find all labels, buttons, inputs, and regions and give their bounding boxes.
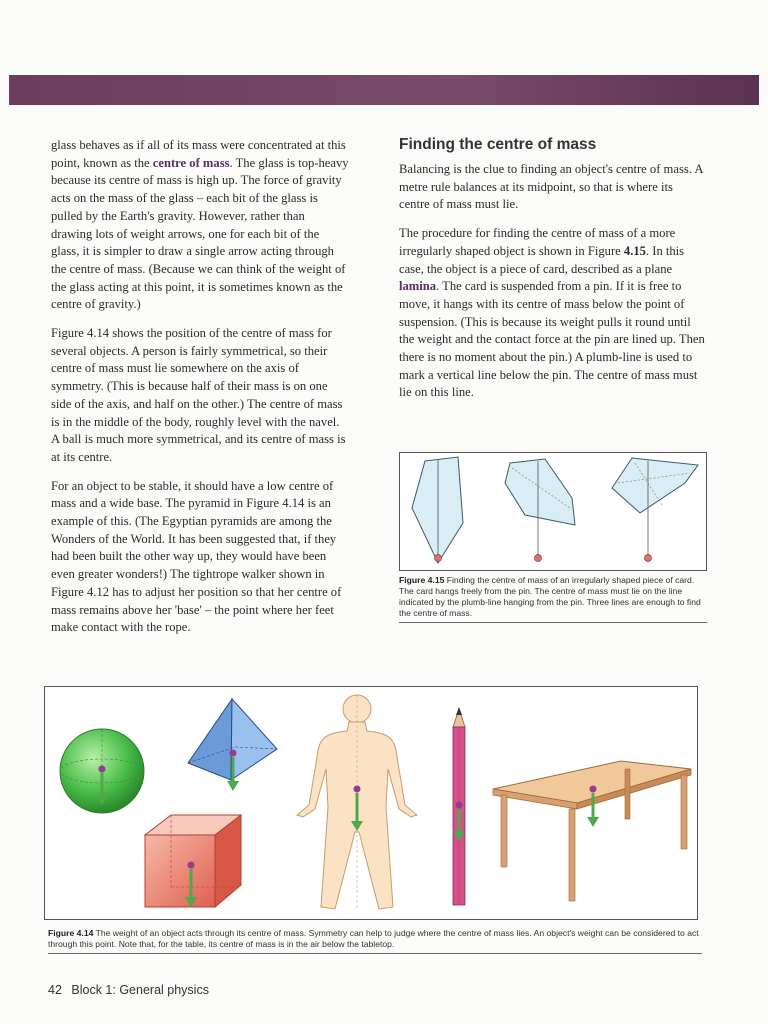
page-banner [9, 75, 759, 105]
card-2 [505, 459, 575, 562]
left-paragraph-1 [51, 137, 349, 314]
figure-4-15-caption [399, 575, 707, 623]
human-figure-illustration [297, 695, 417, 909]
pencil-illustration [453, 707, 465, 905]
sphere-illustration [60, 729, 144, 813]
text-run: The procedure for finding the centre of mass of a more irregularly shaped object is shown in Figure [399, 226, 676, 258]
table-illustration [493, 761, 691, 901]
key-term-lamina: lamina [399, 279, 437, 294]
caption-text: Finding the centre of mass of an irregularly shaped piece of card. The card hangs freely from the pin. The centre of mass must lie on the line indicated by the plumb-line hanging from the pin. Three lines are enough to find the centre of mass. [399, 575, 701, 618]
cube-illustration [145, 815, 241, 907]
page-footer [48, 983, 209, 997]
figure-4-14-illustration [44, 686, 698, 920]
page-number: 42 [48, 983, 62, 997]
figure-label: Figure 4.15 [399, 575, 445, 585]
text-run: glass behaves as if all of its mass were concentrated at this point, known as the [51, 138, 346, 170]
text-run: . In this case, the object is a piece of card, described as a plane [399, 243, 685, 276]
figure-label: Figure 4.14 [48, 928, 94, 938]
right-paragraph-1: Balancing is the clue to finding an object's centre of mass. A metre rule balances at its midpoint, so that is where its centre of mass must lie. [399, 162, 703, 212]
left-column [51, 137, 349, 648]
figure-4-14-caption [48, 928, 702, 954]
section-name: Block 1: General physics [71, 983, 209, 997]
text-run: . The glass is top-heavy because its centre of mass is high up. The force of gravity acts on the mass of the glass – each bit of the glass is pulled by the Earth's gravity. However, rather than drawing lots of weight arrows, one for each bit of the glass, it is simpler to draw a single arrow acting through the centre of mass. (Because we can think of the weight of the glass acting at this point, it is sometimes known as the centre of gravity.) [51, 155, 349, 312]
right-paragraph-2 [399, 225, 705, 402]
pyramid-illustration [188, 699, 277, 791]
key-term-centre-of-mass: centre of mass [152, 155, 230, 170]
left-paragraph-3: For an object to be stable, it should have a low centre of mass and a wide base. The pyramid in Figure 4.14 is an example of this. (The Egyptian pyramids are among the Wonders of the World. It has been suggested that, if they had been built the other way up, they would have been even greater wonders!) The tightrope walker shown in Figure 4.12 has to adjust her position so that her centre of mass remains above her 'base' – the point where her feet make contact with the rope. [51, 478, 342, 635]
text-run: . The card is suspended from a pin. If it is free to move, it hangs with its centre of mass below the point of suspension. (This is because its weight pulls it round until the weight and the contact force at the pin are lined up. Then there is no moment about the pin.) A plumb-line is used to mark a vertical line below the pin. The centre of mass must lie on this line. [399, 279, 705, 400]
figure-4-15-illustration [399, 452, 707, 571]
section-heading: Finding the centre of mass [399, 136, 597, 153]
card-1 [412, 457, 463, 563]
figure-reference: 4.15 [623, 243, 646, 258]
left-paragraph-2: Figure 4.14 shows the position of the centre of mass for several objects. A person is fairly symmetrical, so their centre of mass must lie somewhere on the axis of symmetry. (This is because half of their mass is on one side of the axis, and half on the other.) The centre of mass is in the middle of the body, roughly level with the navel. A ball is much more symmetrical, and its centre of mass is at its centre. [51, 326, 346, 464]
caption-text: The weight of an object acts through its centre of mass. Symmetry can help to judge where the centre of mass lies. An object's weight can be considered to act through this point. Note that, for the table, its centre of mass is in the air below the tabletop. [48, 928, 699, 949]
card-3 [612, 458, 698, 562]
right-column [399, 161, 705, 413]
